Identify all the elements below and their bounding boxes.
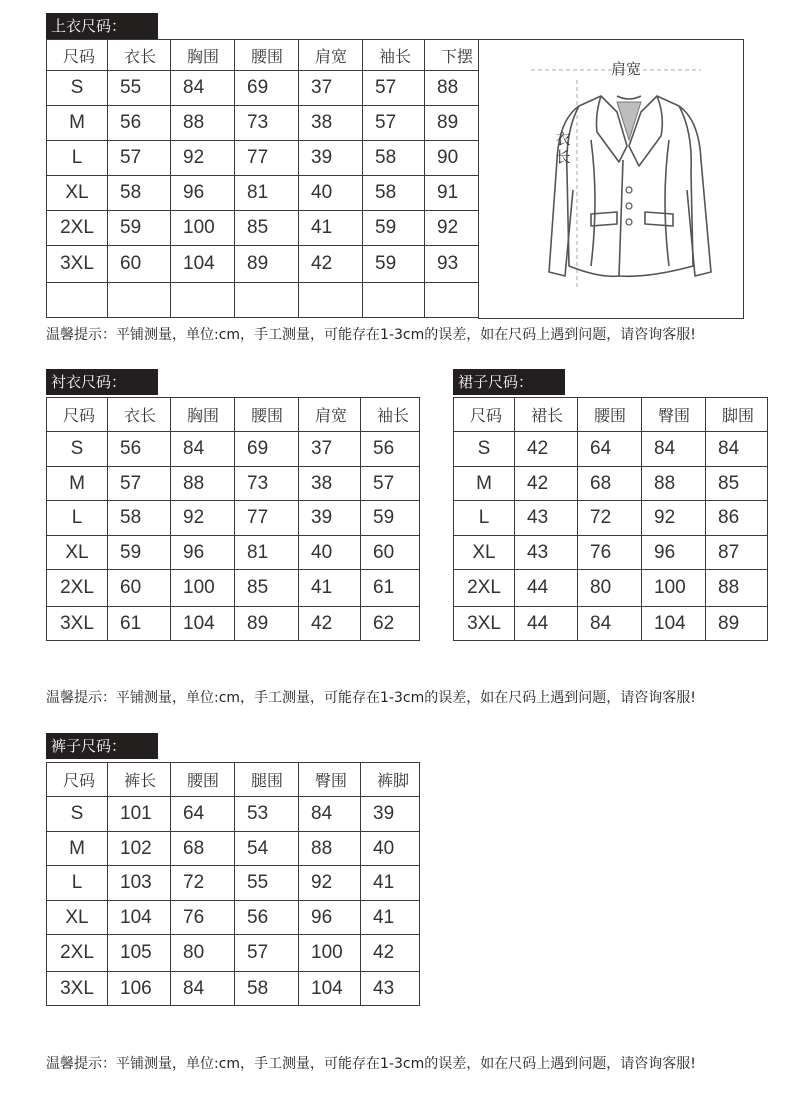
table-row <box>47 536 420 570</box>
size-cell: 2XL <box>47 935 108 972</box>
table-row <box>47 607 420 641</box>
value-cell: 39 <box>299 501 361 536</box>
size-cell: S <box>47 432 108 467</box>
size-cell: 3XL <box>47 246 108 283</box>
header-cell: 衣长 <box>108 40 171 71</box>
value-cell: 88 <box>706 570 768 607</box>
jacket-illustration <box>479 40 743 318</box>
table-row <box>47 972 420 1006</box>
header-cell: 腰围 <box>171 763 235 797</box>
value-cell: 64 <box>578 432 642 467</box>
value-cell: 76 <box>578 536 642 570</box>
value-cell: 42 <box>515 432 578 467</box>
value-cell: 56 <box>361 432 420 467</box>
value-cell: 41 <box>299 211 363 246</box>
value-cell: 89 <box>706 607 768 641</box>
value-cell: 84 <box>171 972 235 1006</box>
value-cell <box>363 283 425 318</box>
size-cell: 3XL <box>454 607 515 641</box>
value-cell: 57 <box>108 467 171 501</box>
size-cell: L <box>47 866 108 901</box>
value-cell: 106 <box>108 972 171 1006</box>
header-cell: 裤脚 <box>361 763 420 797</box>
value-cell: 88 <box>642 467 706 501</box>
value-cell: 44 <box>515 607 578 641</box>
value-cell: 100 <box>299 935 361 972</box>
header-cell: 脚围 <box>706 398 768 432</box>
value-cell: 88 <box>425 71 485 106</box>
value-cell: 100 <box>171 211 235 246</box>
value-cell: 40 <box>299 176 363 211</box>
value-cell: 81 <box>235 176 299 211</box>
pants-size-table <box>46 762 420 1006</box>
value-cell: 84 <box>171 71 235 106</box>
shoulder-width-label: 肩宽 <box>611 60 642 78</box>
value-cell: 56 <box>235 901 299 935</box>
table-row <box>47 432 420 467</box>
table-row <box>47 246 485 283</box>
value-cell: 57 <box>363 106 425 141</box>
value-cell <box>171 283 235 318</box>
value-cell: 41 <box>361 866 420 901</box>
value-cell: 72 <box>578 501 642 536</box>
jacket-measurement-figure <box>478 39 744 319</box>
value-cell: 96 <box>171 176 235 211</box>
value-cell: 58 <box>363 176 425 211</box>
value-cell: 104 <box>171 246 235 283</box>
size-cell <box>47 283 108 318</box>
value-cell: 56 <box>108 432 171 467</box>
value-cell: 44 <box>515 570 578 607</box>
table-row <box>454 467 768 501</box>
value-cell: 85 <box>235 570 299 607</box>
value-cell: 37 <box>299 432 361 467</box>
value-cell: 62 <box>361 607 420 641</box>
value-cell: 38 <box>299 106 363 141</box>
value-cell: 72 <box>171 866 235 901</box>
table-row <box>47 866 420 901</box>
table-header-row <box>454 398 768 432</box>
value-cell: 59 <box>363 246 425 283</box>
value-cell: 43 <box>361 972 420 1006</box>
header-cell: 腰围 <box>235 398 299 432</box>
table-row <box>47 106 485 141</box>
value-cell: 73 <box>235 467 299 501</box>
value-cell: 61 <box>108 607 171 641</box>
header-cell: 裤长 <box>108 763 171 797</box>
value-cell: 92 <box>425 211 485 246</box>
value-cell: 57 <box>108 141 171 176</box>
header-cell: 腰围 <box>235 40 299 71</box>
value-cell: 96 <box>171 536 235 570</box>
table-row <box>47 797 420 832</box>
table-header-row <box>47 763 420 797</box>
tops-section-title: 上衣尺码： <box>46 13 158 39</box>
tops-size-table <box>46 39 485 318</box>
table-header-row <box>47 398 420 432</box>
skirts-section-title: 裙子尺码： <box>453 369 565 395</box>
size-cell: 2XL <box>47 211 108 246</box>
header-cell: 腿围 <box>235 763 299 797</box>
table-row <box>47 467 420 501</box>
header-cell: 尺码 <box>454 398 515 432</box>
header-cell: 肩宽 <box>299 40 363 71</box>
value-cell: 38 <box>299 467 361 501</box>
table-row <box>47 176 485 211</box>
value-cell: 84 <box>299 797 361 832</box>
value-cell: 73 <box>235 106 299 141</box>
value-cell: 89 <box>235 246 299 283</box>
value-cell: 100 <box>642 570 706 607</box>
skirts-size-table <box>453 397 768 641</box>
value-cell: 80 <box>578 570 642 607</box>
tip-text-pants: 温馨提示：平铺测量，单位:cm，手工测量，可能存在1-3cm的误差，如在尺码上遇到问题，请咨询客服! <box>46 1056 696 1072</box>
value-cell: 61 <box>361 570 420 607</box>
value-cell: 58 <box>363 141 425 176</box>
value-cell: 57 <box>235 935 299 972</box>
value-cell: 85 <box>235 211 299 246</box>
value-cell: 68 <box>171 832 235 866</box>
table-row <box>47 570 420 607</box>
value-cell: 93 <box>425 246 485 283</box>
header-cell: 臀围 <box>299 763 361 797</box>
table-row <box>47 501 420 536</box>
header-cell: 胸围 <box>171 398 235 432</box>
table-row <box>454 432 768 467</box>
garment-length-label: 衣 长 <box>555 130 571 166</box>
value-cell: 84 <box>706 432 768 467</box>
header-cell: 尺码 <box>47 398 108 432</box>
tip-text-tops: 温馨提示：平铺测量，单位:cm，手工测量，可能存在1-3cm的误差，如在尺码上遇到问题，请咨询客服! <box>46 327 696 343</box>
value-cell: 43 <box>515 501 578 536</box>
size-cell: L <box>454 501 515 536</box>
value-cell: 88 <box>171 106 235 141</box>
table-header-row <box>47 40 485 71</box>
value-cell: 102 <box>108 832 171 866</box>
value-cell: 77 <box>235 501 299 536</box>
value-cell: 105 <box>108 935 171 972</box>
size-cell: XL <box>47 536 108 570</box>
size-cell: M <box>47 106 108 141</box>
value-cell: 59 <box>108 211 171 246</box>
pants-section-title: 裤子尺码： <box>46 733 158 759</box>
value-cell: 55 <box>235 866 299 901</box>
value-cell: 55 <box>108 71 171 106</box>
size-cell: S <box>47 797 108 832</box>
value-cell: 42 <box>299 246 363 283</box>
size-cell: S <box>47 71 108 106</box>
header-cell: 尺码 <box>47 763 108 797</box>
value-cell: 81 <box>235 536 299 570</box>
value-cell: 40 <box>299 536 361 570</box>
value-cell: 76 <box>171 901 235 935</box>
size-cell: 2XL <box>454 570 515 607</box>
value-cell: 58 <box>108 501 171 536</box>
table-row <box>47 141 485 176</box>
value-cell: 43 <box>515 536 578 570</box>
value-cell <box>108 283 171 318</box>
header-cell: 臀围 <box>642 398 706 432</box>
value-cell: 58 <box>108 176 171 211</box>
value-cell: 60 <box>361 536 420 570</box>
value-cell: 69 <box>235 71 299 106</box>
value-cell: 41 <box>361 901 420 935</box>
table-row <box>454 501 768 536</box>
table-row <box>454 536 768 570</box>
value-cell: 92 <box>171 141 235 176</box>
value-cell: 96 <box>299 901 361 935</box>
value-cell: 92 <box>299 866 361 901</box>
size-cell: 3XL <box>47 972 108 1006</box>
value-cell: 56 <box>108 106 171 141</box>
size-cell: M <box>47 467 108 501</box>
value-cell: 53 <box>235 797 299 832</box>
header-cell: 尺码 <box>47 40 108 71</box>
value-cell: 87 <box>706 536 768 570</box>
value-cell: 68 <box>578 467 642 501</box>
value-cell: 89 <box>425 106 485 141</box>
size-cell: XL <box>47 901 108 935</box>
size-cell: L <box>47 501 108 536</box>
value-cell: 60 <box>108 570 171 607</box>
table-empty-row <box>47 283 485 318</box>
value-cell: 88 <box>299 832 361 866</box>
size-cell: 3XL <box>47 607 108 641</box>
size-cell: M <box>47 832 108 866</box>
table-row <box>47 71 485 106</box>
value-cell: 104 <box>642 607 706 641</box>
table-row <box>47 832 420 866</box>
value-cell <box>425 283 485 318</box>
header-cell: 腰围 <box>578 398 642 432</box>
value-cell: 85 <box>706 467 768 501</box>
table-row <box>454 607 768 641</box>
table-row <box>47 935 420 972</box>
size-cell: XL <box>454 536 515 570</box>
size-cell: XL <box>47 176 108 211</box>
value-cell: 59 <box>108 536 171 570</box>
header-cell: 裙长 <box>515 398 578 432</box>
value-cell: 42 <box>361 935 420 972</box>
value-cell: 89 <box>235 607 299 641</box>
value-cell: 42 <box>299 607 361 641</box>
value-cell: 86 <box>706 501 768 536</box>
header-cell: 下摆 <box>425 40 485 71</box>
value-cell: 40 <box>361 832 420 866</box>
value-cell <box>299 283 363 318</box>
size-cell: M <box>454 467 515 501</box>
value-cell: 84 <box>578 607 642 641</box>
table-row <box>47 211 485 246</box>
shirts-section-title: 衬衣尺码： <box>46 369 158 395</box>
value-cell: 39 <box>299 141 363 176</box>
value-cell: 92 <box>642 501 706 536</box>
value-cell: 101 <box>108 797 171 832</box>
value-cell: 84 <box>642 432 706 467</box>
value-cell: 37 <box>299 71 363 106</box>
value-cell: 103 <box>108 866 171 901</box>
value-cell: 77 <box>235 141 299 176</box>
value-cell: 104 <box>108 901 171 935</box>
header-cell: 袖长 <box>363 40 425 71</box>
value-cell: 84 <box>171 432 235 467</box>
header-cell: 胸围 <box>171 40 235 71</box>
value-cell: 96 <box>642 536 706 570</box>
value-cell: 64 <box>171 797 235 832</box>
table-row <box>454 570 768 607</box>
size-cell: S <box>454 432 515 467</box>
value-cell: 104 <box>299 972 361 1006</box>
value-cell: 90 <box>425 141 485 176</box>
value-cell: 80 <box>171 935 235 972</box>
shirts-size-table <box>46 397 420 641</box>
value-cell: 100 <box>171 570 235 607</box>
value-cell: 57 <box>363 71 425 106</box>
header-cell: 衣长 <box>108 398 171 432</box>
value-cell: 59 <box>361 501 420 536</box>
value-cell <box>235 283 299 318</box>
value-cell: 39 <box>361 797 420 832</box>
value-cell: 58 <box>235 972 299 1006</box>
value-cell: 91 <box>425 176 485 211</box>
value-cell: 92 <box>171 501 235 536</box>
value-cell: 69 <box>235 432 299 467</box>
value-cell: 42 <box>515 467 578 501</box>
value-cell: 59 <box>363 211 425 246</box>
size-cell: 2XL <box>47 570 108 607</box>
tip-text-shirts: 温馨提示：平铺测量，单位:cm，手工测量，可能存在1-3cm的误差，如在尺码上遇到问题，请咨询客服! <box>46 690 696 706</box>
value-cell: 41 <box>299 570 361 607</box>
size-cell: L <box>47 141 108 176</box>
value-cell: 88 <box>171 467 235 501</box>
value-cell: 57 <box>361 467 420 501</box>
value-cell: 60 <box>108 246 171 283</box>
value-cell: 54 <box>235 832 299 866</box>
value-cell: 104 <box>171 607 235 641</box>
table-row <box>47 901 420 935</box>
header-cell: 袖长 <box>361 398 420 432</box>
header-cell: 肩宽 <box>299 398 361 432</box>
